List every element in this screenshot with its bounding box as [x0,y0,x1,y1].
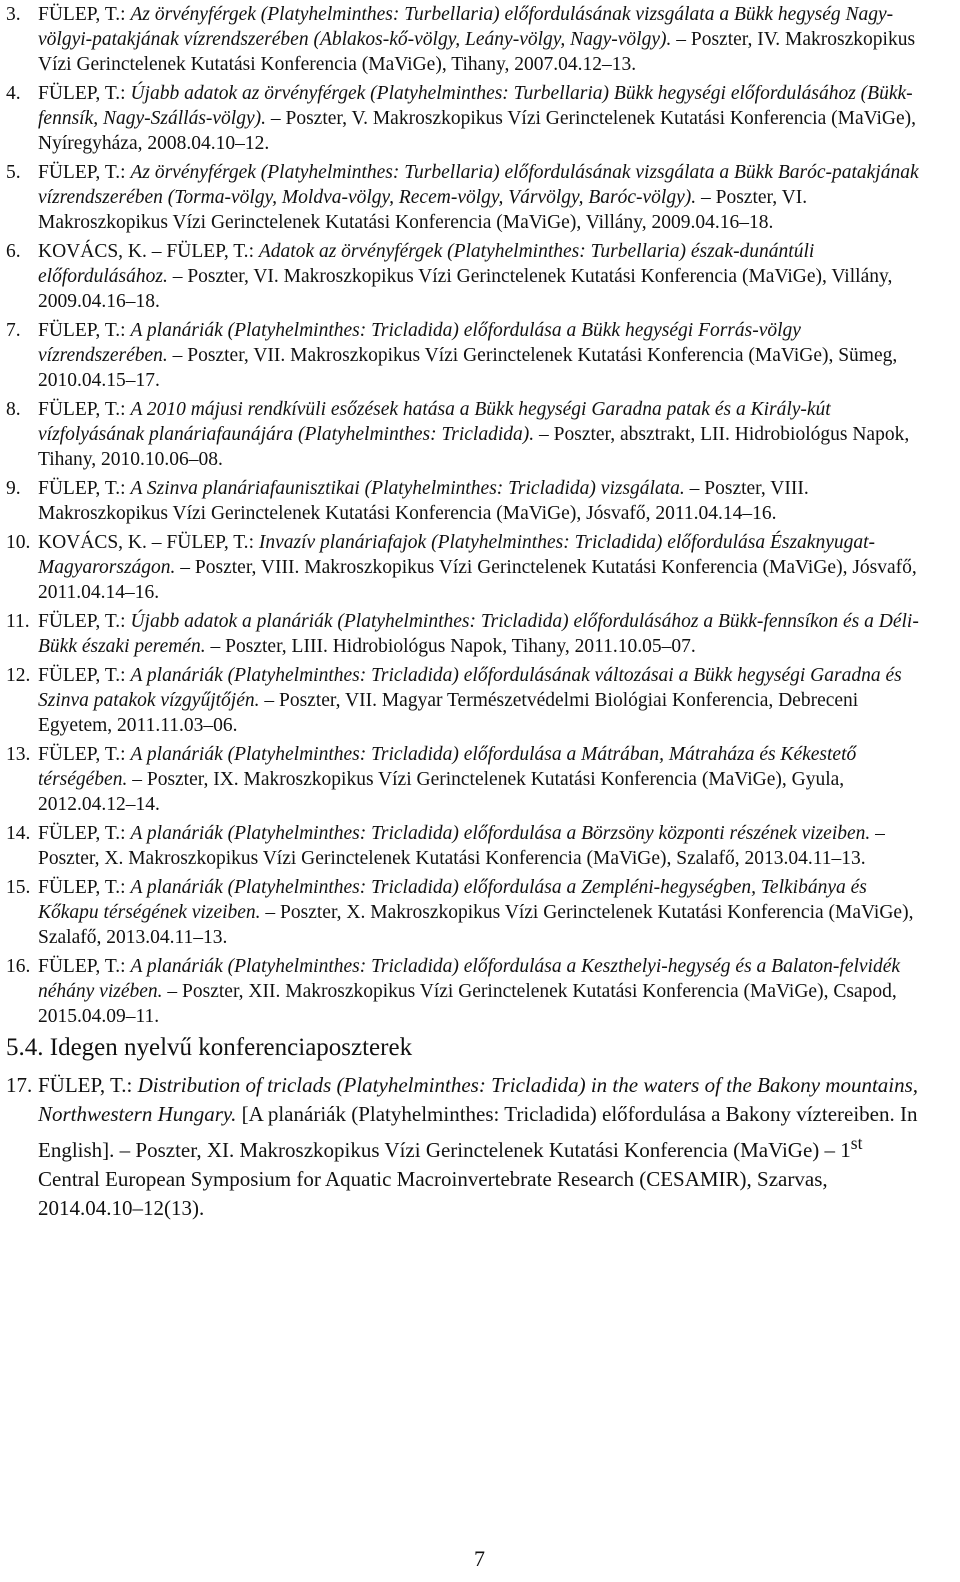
item-number: 8. [6,399,21,420]
item-details: – Poszter, absztrakt, LII. Hidrobiológus Napok, Tihany, 2010.10.06–08. [38,424,910,470]
item-separator: : [126,1073,133,1097]
list-item [6,1071,920,1223]
item-authors: FÜLEP, T. [38,162,121,183]
item-title: Újabb adatok az örvényférgek (Platyhelminthes: Turbellaria) Bükk hegységi előfordulásához (Bükk-fennsík, Nagy-Szállás-völgy). [38,83,913,129]
list-item [6,476,920,526]
item-details: – Poszter, VII. Makroszkopikus Vízi Gerinctelenek Kutatási Konferencia (MaViGe), Sümeg, 2010.04.15–17. [38,345,898,391]
item-authors: FÜLEP, T. [38,823,121,844]
item-separator: : [120,665,126,686]
item-text [38,2,920,77]
item-details: – Poszter, X. Makroszkopikus Vízi Gerinctelenek Kutatási Konferencia (MaViGe), Szalafő, 2013.04.11–13. [38,902,914,948]
list-item [6,2,920,77]
item-authors: FÜLEP, T. [38,399,121,420]
item-details: – Poszter, V. Makroszkopikus Vízi Gerinctelenek Kutatási Konferencia (MaViGe), Nyíregyháza, 2008.04.10–12. [38,108,917,154]
item-authors: FÜLEP, T. [38,1073,127,1097]
item-authors: FÜLEP, T. [38,83,121,104]
item-details: – Poszter, XII. Makroszkopikus Vízi Gerinctelenek Kutatási Konferencia (MaViGe), Csapod, 2015.04.09–11. [38,981,897,1027]
item-title: A planáriák (Platyhelminthes: Tricladida) előfordulásának változásai a Bükk hegységi Garadna és Szinva patakok vízgyűjtőjén. [38,665,902,711]
list-item [6,609,920,659]
item-text [38,397,920,472]
item-separator: : [120,956,126,977]
item-text [38,821,920,871]
list-item [6,821,920,871]
item-number: 17. [6,1073,33,1097]
item-text [38,81,920,156]
item-text [38,318,920,393]
list-item [6,530,920,605]
item-authors: FÜLEP, T. [38,478,121,499]
item-text [38,742,920,817]
item-title: Az örvényférgek (Platyhelminthes: Turbellaria) előfordulásának vizsgálata a Bükk hegység Nagy-völgyi-patakjának vízrendszerében (Ablakos-kő-völgy, Leány-völgy, Nagy-völgy). [38,4,894,50]
list-item [6,397,920,472]
list-item [6,81,920,156]
item-separator: : [248,241,254,262]
item-details: – Poszter, IX. Makroszkopikus Vízi Gerinctelenek Kutatási Konferencia (MaViGe), Gyula, 2012.04.12–14. [38,769,845,815]
item-separator: : [120,83,126,104]
item-separator: : [120,162,126,183]
item-separator: : [120,399,126,420]
item-title: A 2010 májusi rendkívüli esőzések hatása a Bükk hegységi Garadna patak és a Király-kút vízfolyásának planáriafaunájára (Platyhelminthes: Tricladida). [38,399,831,445]
item-authors: FÜLEP, T. [38,665,121,686]
item-superscript: st [850,1133,863,1153]
item-details: – Poszter, VI. Makroszkopikus Vízi Gerinctelenek Kutatási Konferencia (MaViGe), Villány, 2009.04.16–18. [38,187,808,233]
item-details: – Poszter, IV. Makroszkopikus Vízi Gerinctelenek Kutatási Konferencia (MaViGe), Tihany, 2007.04.12–13. [38,29,916,75]
item-number: 12. [6,665,31,686]
list-item [6,742,920,817]
item-number: 14. [6,823,31,844]
item-text [38,1071,920,1223]
item-details-end: Central European Symposium for Aquatic Macroinvertebrate Research (CESAMIR), Szarvas, 2014.04.10–12(13). [38,1167,828,1220]
item-text [38,530,920,605]
item-authors: FÜLEP, T. [38,956,121,977]
item-text [38,954,920,1029]
list-item [6,318,920,393]
item-title: A Szinva planáriafaunisztikai (Platyhelminthes: Tricladida) vizsgálata. [130,478,685,499]
item-authors: KOVÁCS, K. – FÜLEP, T. [38,241,249,262]
item-title: Invazív planáriafajok (Platyhelminthes: Tricladida) előfordulása Északnyugat-Magyarországon. [38,532,876,578]
item-separator: : [120,744,126,765]
item-title: A planáriák (Platyhelminthes: Tricladida) előfordulása a Mátrában, Mátraháza és Kékestető térségében. [38,744,857,790]
list-item [6,663,920,738]
item-number: 5. [6,162,21,183]
item-separator: : [120,823,126,844]
item-title: Az örvényférgek (Platyhelminthes: Turbellaria) előfordulásának vizsgálata a Bükk Baróc-patakjának vízrendszerében (Torma-völgy, Moldva-völgy, Recem-völgy, Várvölgy, Baróc-völgy). [38,162,919,208]
list-item [6,875,920,950]
section-heading: 5.4. Idegen nyelvű konferenciaposzterek [6,1034,413,1061]
item-title: A planáriák (Platyhelminthes: Tricladida) előfordulása a Bükk hegységi Forrás-völgy vízrendszerében. [38,320,801,366]
item-details: – Poszter, VIII. Makroszkopikus Vízi Gerinctelenek Kutatási Konferencia (MaViGe), Jósvafő, 2011.04.14–16. [38,557,917,603]
item-details: – Poszter, X. Makroszkopikus Vízi Gerinctelenek Kutatási Konferencia (MaViGe), Szalafő, 2013.04.11–13. [38,823,885,869]
item-text [38,239,920,314]
item-number: 10. [6,532,31,553]
item-number: 13. [6,744,31,765]
item-authors: FÜLEP, T. [38,320,121,341]
item-details: – Poszter, VIII. Makroszkopikus Vízi Gerinctelenek Kutatási Konferencia (MaViGe), Jósvafő, 2011.04.14–16. [38,478,809,524]
item-authors: FÜLEP, T. [38,877,121,898]
list-item [6,160,920,235]
item-separator: : [248,532,254,553]
item-text [38,476,920,526]
item-authors: FÜLEP, T. [38,4,121,25]
list-item [6,954,920,1029]
item-text [38,875,920,950]
item-text [38,663,920,738]
item-title: Distribution of triclads (Platyhelminthes: Tricladida) in the waters of the Bakony mountains, Northwestern Hungary. [38,1073,919,1126]
item-number: 16. [6,956,31,977]
item-number: 11. [6,611,30,632]
item-authors: FÜLEP, T. [38,611,121,632]
item-text [38,609,920,659]
item-details: – Poszter, LIII. Hidrobiológus Napok, Tihany, 2011.10.05–07. [205,636,696,657]
item-title: A planáriák (Platyhelminthes: Tricladida) előfordulása a Keszthelyi-hegység és a Balaton-felvidék néhány vizében. [38,956,901,1002]
hungarian-poster-list [6,2,920,1029]
item-title: A planáriák (Platyhelminthes: Tricladida) előfordulása a Börzsöny központi részének vizeiben. [130,823,871,844]
item-number: 15. [6,877,31,898]
reference-list [6,2,920,1227]
page-number: 7 [474,1546,485,1571]
item-authors: KOVÁCS, K. – FÜLEP, T. [38,532,249,553]
item-details: – Poszter, VII. Magyar Természetvédelmi Biológiai Konferencia, Debreceni Egyetem, 2011.11.03–06. [38,690,859,736]
item-title: A planáriák (Platyhelminthes: Tricladida) előfordulása a Zempléni-hegységben, Telkibánya és Kőkapu térségének vizeiben. [38,877,867,923]
item-title: Adatok az örvényférgek (Platyhelminthes: Turbellaria) észak-dunántúli előfordulásához. [38,241,815,287]
item-number: 3. [6,4,21,25]
item-separator: : [120,877,126,898]
item-number: 4. [6,83,21,104]
item-number: 6. [6,241,21,262]
item-authors: FÜLEP, T. [38,744,121,765]
item-number: 7. [6,320,21,341]
item-details: [A planáriák (Platyhelminthes: Tricladida) előfordulása a Bakony víztereiben. In English]. – Poszter, XI. Makroszkopikus Vízi Gerinctelenek Kutatási Konferencia (MaViGe) – 1 [38,1102,918,1162]
list-item [6,239,920,314]
item-number: 9. [6,478,21,499]
item-text [38,160,920,235]
item-details: – Poszter, VI. Makroszkopikus Vízi Gerinctelenek Kutatási Konferencia (MaViGe), Villány, 2009.04.16–18. [38,266,893,312]
item-title: Újabb adatok a planáriák (Platyhelminthes: Tricladida) előfordulásához a Bükk-fennsíkon és a Déli-Bükk északi peremén. [38,611,919,657]
item-separator: : [120,320,126,341]
item-separator: : [120,4,126,25]
item-separator: : [120,611,126,632]
item-separator: : [120,478,126,499]
